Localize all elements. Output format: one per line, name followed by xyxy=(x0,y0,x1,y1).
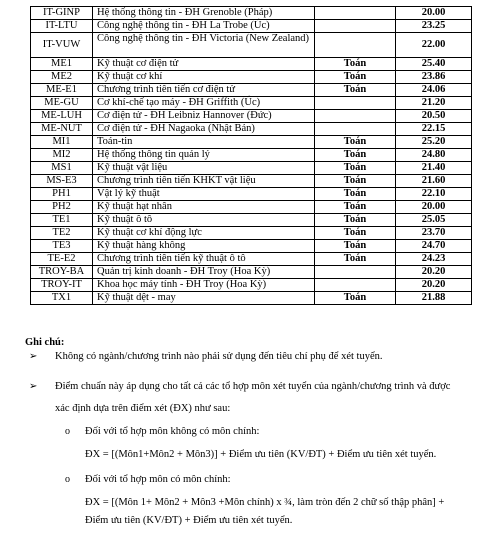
program-name-cell: Chương trình tiên tiến cơ điện tử xyxy=(93,84,315,97)
main-subject-cell: Toán xyxy=(315,175,396,188)
cutoff-score-cell: 20.00 xyxy=(396,201,472,214)
cutoff-score-cell: 21.88 xyxy=(396,292,472,305)
table-row xyxy=(31,266,472,279)
arrow-bullet-icon: ➢ xyxy=(29,381,38,392)
program-code-cell: ME-E1 xyxy=(31,84,93,97)
program-name-cell: Kỹ thuật cơ điện tử xyxy=(93,58,315,71)
program-name-cell: Hệ thống thông tin quản lý xyxy=(93,149,315,162)
program-code-cell: PH2 xyxy=(31,201,93,214)
main-subject-cell xyxy=(315,279,396,292)
program-code-cell: PH1 xyxy=(31,188,93,201)
cutoff-score-cell: 23.70 xyxy=(396,227,472,240)
note-bullet-2-line-2: xác định dựa trên điểm xét (ĐX) như sau: xyxy=(55,403,231,414)
program-code-cell: MI2 xyxy=(31,149,93,162)
program-code-cell: ME-LUH xyxy=(31,110,93,123)
cutoff-score-cell: 20.00 xyxy=(396,7,472,20)
program-code-cell: MI1 xyxy=(31,136,93,149)
cutoff-score-cell: 22.10 xyxy=(396,188,472,201)
table-row xyxy=(31,279,472,292)
cutoff-score-cell: 25.20 xyxy=(396,136,472,149)
program-code-cell: ME1 xyxy=(31,58,93,71)
program-code-cell: TE2 xyxy=(31,227,93,240)
main-subject-cell xyxy=(315,20,396,33)
table-row xyxy=(31,292,472,305)
cutoff-score-cell: 20.50 xyxy=(396,110,472,123)
note-bullet-1-text: Không có ngành/chương trình nào phải sử dụng đến tiêu chí phụ để xét tuyển. xyxy=(55,351,383,362)
program-name-cell: Kỹ thuật hàng không xyxy=(93,240,315,253)
main-subject-cell: Toán xyxy=(315,84,396,97)
program-code-cell: IT-LTU xyxy=(31,20,93,33)
program-name-cell: Kỹ thuật dệt - may xyxy=(93,292,315,305)
program-code-cell: TE3 xyxy=(31,240,93,253)
main-subject-cell xyxy=(315,110,396,123)
table-row xyxy=(31,110,472,123)
program-name-cell: Kỹ thuật ô tô xyxy=(93,214,315,227)
notes-title: Ghi chú: xyxy=(25,337,65,348)
table-row xyxy=(31,227,472,240)
note-bullet-2-line-1: Điểm chuẩn này áp dụng cho tất cả các tổ hợp môn xét tuyển của ngành/chương trình và được xyxy=(55,381,451,392)
cutoff-score-cell: 24.06 xyxy=(396,84,472,97)
program-name-cell: Hệ thống thông tin - ĐH Grenoble (Pháp) xyxy=(93,7,315,20)
main-subject-cell: Toán xyxy=(315,149,396,162)
program-code-cell: TE1 xyxy=(31,214,93,227)
table-row xyxy=(31,149,472,162)
arrow-bullet-icon: ➢ xyxy=(29,351,38,362)
formula-2-line-2: Điểm ưu tiên (KV/ĐT) + Điểm ưu tiên xét tuyển. xyxy=(85,515,293,526)
cutoff-score-cell: 22.15 xyxy=(396,123,472,136)
table-row xyxy=(31,253,472,266)
program-name-cell: Kỹ thuật cơ khí động lực xyxy=(93,227,315,240)
table-row xyxy=(31,97,472,110)
program-name-cell: Công nghệ thông tin - ĐH Victoria (New Zealand) xyxy=(93,33,315,58)
program-code-cell: TX1 xyxy=(31,292,93,305)
program-name-cell: Chương trình tiên tiến kỹ thuật ô tô xyxy=(93,253,315,266)
cutoff-score-cell: 23.86 xyxy=(396,71,472,84)
main-subject-cell xyxy=(315,33,396,58)
note-sub-2-text: Đối với tổ hợp môn có môn chính: xyxy=(85,474,231,485)
program-name-cell: Cơ khí-chế tạo máy - ĐH Griffith (Úc) xyxy=(93,97,315,110)
table-row xyxy=(31,136,472,149)
main-subject-cell: Toán xyxy=(315,240,396,253)
main-subject-cell: Toán xyxy=(315,201,396,214)
program-name-cell: Cơ điện tử - ĐH Nagaoka (Nhật Bản) xyxy=(93,123,315,136)
main-subject-cell xyxy=(315,266,396,279)
table-row xyxy=(31,84,472,97)
circle-bullet-icon: o xyxy=(65,474,70,485)
program-name-cell: Quản trị kinh doanh - ĐH Troy (Hoa Kỳ) xyxy=(93,266,315,279)
main-subject-cell: Toán xyxy=(315,253,396,266)
cutoff-score-cell: 24.23 xyxy=(396,253,472,266)
program-name-cell: Chương trình tiên tiến KHKT vật liệu xyxy=(93,175,315,188)
program-code-cell: ME2 xyxy=(31,71,93,84)
program-name-cell: Khoa học máy tính - ĐH Troy (Hoa Kỳ) xyxy=(93,279,315,292)
circle-bullet-icon: o xyxy=(65,426,70,437)
program-code-cell: ME-GU xyxy=(31,97,93,110)
program-name-cell: Toán-tin xyxy=(93,136,315,149)
table-row xyxy=(31,240,472,253)
table-row xyxy=(31,33,472,58)
cutoff-score-cell: 25.40 xyxy=(396,58,472,71)
cutoff-score-cell: 24.70 xyxy=(396,240,472,253)
program-name-cell: Kỹ thuật hạt nhân xyxy=(93,201,315,214)
table-row xyxy=(31,71,472,84)
cutoff-score-cell: 25.05 xyxy=(396,214,472,227)
cutoff-score-cell: 21.40 xyxy=(396,162,472,175)
formula-1: ĐX = [(Môn1+Môn2 + Môn3)] + Điểm ưu tiên (KV/ĐT) + Điểm ưu tiên xét tuyển. xyxy=(85,449,437,460)
table-row xyxy=(31,20,472,33)
table-row xyxy=(31,188,472,201)
cutoff-score-cell: 21.60 xyxy=(396,175,472,188)
main-subject-cell: Toán xyxy=(315,136,396,149)
cutoff-score-cell: 20.20 xyxy=(396,279,472,292)
main-subject-cell: Toán xyxy=(315,227,396,240)
table-row xyxy=(31,123,472,136)
program-code-cell: MS1 xyxy=(31,162,93,175)
table-row xyxy=(31,58,472,71)
cutoff-score-cell: 22.00 xyxy=(396,33,472,58)
program-name-cell: Công nghệ thông tin - ĐH La Trobe (Úc) xyxy=(93,20,315,33)
admission-score-table xyxy=(30,6,472,305)
table-row xyxy=(31,214,472,227)
main-subject-cell xyxy=(315,123,396,136)
main-subject-cell: Toán xyxy=(315,214,396,227)
cutoff-score-cell: 21.20 xyxy=(396,97,472,110)
program-code-cell: MS-E3 xyxy=(31,175,93,188)
main-subject-cell: Toán xyxy=(315,71,396,84)
main-subject-cell xyxy=(315,97,396,110)
main-subject-cell xyxy=(315,7,396,20)
table-row xyxy=(31,7,472,20)
main-subject-cell: Toán xyxy=(315,58,396,71)
program-code-cell: TROY-IT xyxy=(31,279,93,292)
formula-2-line-1: ĐX = [(Môn 1+ Môn2 + Môn3 +Môn chính) x ¾, làm tròn đến 2 chữ số thập phân] + xyxy=(85,497,445,508)
program-code-cell: TE-E2 xyxy=(31,253,93,266)
program-name-cell: Kỹ thuật cơ khí xyxy=(93,71,315,84)
program-code-cell: TROY-BA xyxy=(31,266,93,279)
table-row xyxy=(31,162,472,175)
cutoff-score-cell: 24.80 xyxy=(396,149,472,162)
main-subject-cell: Toán xyxy=(315,162,396,175)
table-row xyxy=(31,201,472,214)
program-code-cell: IT-VUW xyxy=(31,33,93,58)
cutoff-score-cell: 23.25 xyxy=(396,20,472,33)
main-subject-cell: Toán xyxy=(315,292,396,305)
program-code-cell: IT-GINP xyxy=(31,7,93,20)
program-name-cell: Kỹ thuật vật liệu xyxy=(93,162,315,175)
note-sub-1-text: Đối với tổ hợp môn không có môn chính: xyxy=(85,426,260,437)
program-name-cell: Cơ điện tử - ĐH Leibniz Hannover (Đức) xyxy=(93,110,315,123)
table-row xyxy=(31,175,472,188)
cutoff-score-cell: 20.20 xyxy=(396,266,472,279)
main-subject-cell: Toán xyxy=(315,188,396,201)
program-code-cell: ME-NUT xyxy=(31,123,93,136)
program-name-cell: Vật lý kỹ thuật xyxy=(93,188,315,201)
score-table-body xyxy=(31,7,472,305)
